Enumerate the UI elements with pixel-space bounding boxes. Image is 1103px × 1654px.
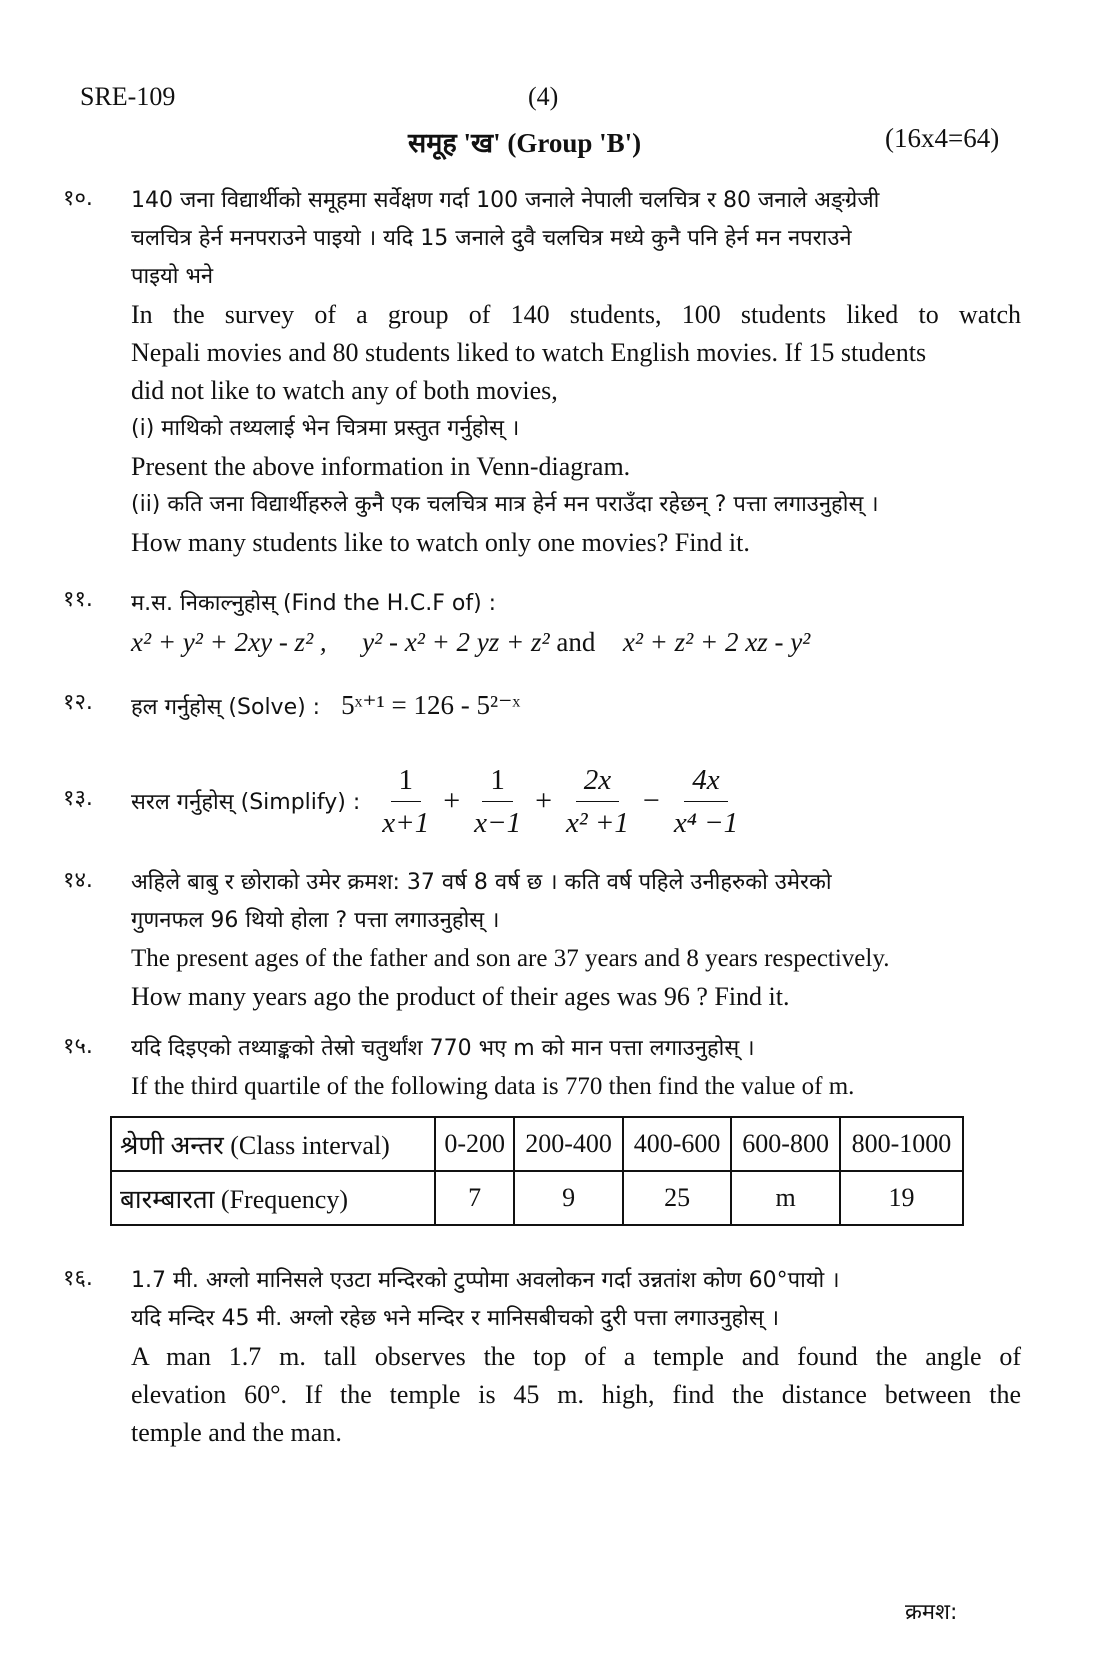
fraction-1-numerator: 1	[391, 761, 422, 802]
question-13	[63, 756, 1023, 846]
table-row-frequency	[111, 1171, 963, 1225]
question-10	[63, 182, 1023, 562]
fraction-3-numerator: 2x	[576, 761, 619, 802]
q16-nepali-line-2: यदि मन्दिर 45 मी. अग्लो रहेछ भने मन्दिर र मानिसबीचको दुरी पत्ता लगाउनुहोस् ।	[131, 1306, 780, 1331]
table-cell: 200-400	[514, 1117, 623, 1171]
question-number: १३.	[63, 786, 93, 811]
question-number: १०.	[63, 186, 93, 211]
q11-expression-3: x² + z² + 2 xz - y²	[622, 627, 811, 657]
q10-nepali-line-3: पाइयो भने	[131, 264, 214, 289]
operator-minus: −	[642, 784, 660, 817]
table-cell: 600-800	[731, 1117, 840, 1171]
fraction-2-denominator: x−1	[474, 806, 522, 839]
q10-part-ii-english: How many students like to watch only one movies? Find it.	[131, 528, 750, 557]
fraction-2-numerator: 1	[482, 761, 513, 802]
q11-expression-1: x² + y² + 2xy - z² ,	[131, 627, 327, 657]
q10-english-line-1: In the survey of a group of 140 students, 100 students liked to watch	[131, 300, 1021, 329]
question-12	[63, 686, 1023, 727]
question-11	[63, 583, 1023, 661]
page-number: (4)	[528, 82, 559, 111]
question-15	[63, 1030, 1023, 1106]
table-cell: 800-1000	[840, 1117, 963, 1171]
q11-label-text: म.स. निकाल्नुहोस् (Find the H.C.F of) :	[131, 591, 497, 616]
q12-label: हल गर्नुहोस् (Solve) :	[131, 695, 321, 720]
group-title: समूह 'ख' (Group 'B')	[408, 128, 642, 158]
q10-part-i-nepali: (i) माथिको तथ्यलाई भेन चित्रमा प्रस्तुत गर्नुहोस् ।	[131, 416, 520, 441]
question-number: १४.	[63, 868, 93, 893]
continued-marker: क्रमश:	[905, 1600, 958, 1625]
q15-english-line: If the third quartile of the following data is 770 then find the value of m.	[131, 1073, 855, 1100]
table-cell: 400-600	[623, 1117, 732, 1171]
q10-english-line-3: did not like to watch any of both movies,	[131, 376, 558, 405]
q16-nepali-line-1: 1.7 मी. अग्लो मानिसले एउटा मन्दिरको टुप्पोमा अवलोकन गर्दा उन्नतांश कोण 60°पायो ।	[131, 1268, 840, 1293]
q14-english-line-1: The present ages of the father and son are 37 years and 8 years respectively.	[131, 945, 890, 972]
question-14	[63, 864, 1023, 1016]
paper-code: SRE-109	[80, 82, 176, 111]
fraction-4	[666, 761, 746, 842]
fraction-4-denominator: x⁴ −1	[673, 806, 739, 839]
table-cell: m	[731, 1171, 840, 1225]
operator-plus: +	[443, 784, 461, 817]
table-cell: 0-200	[435, 1117, 514, 1171]
q10-part-i-english: Present the above information in Venn-diagram.	[131, 452, 631, 481]
q11-expressions	[131, 623, 1021, 661]
q10-nepali-line-2: चलचित्र हेर्न मनपराउने पाइयो । यदि 15 जनाले दुवै चलचित्र मध्ये कुनै पनि हेर्न मन नपराउने	[131, 226, 852, 251]
q11-expression-2: y² - x² + 2 yz + z²	[362, 627, 550, 657]
frequency-table	[110, 1116, 964, 1226]
class-interval-header: श्रेणी अन्तर (Class interval)	[120, 1131, 390, 1160]
q14-nepali-line-2: गुणनफल 96 थियो होला ? पत्ता लगाउनुहोस् ।	[131, 908, 500, 933]
table-row-class-interval	[111, 1117, 963, 1171]
q11-label	[131, 583, 1021, 623]
q12-equation: 5ˣ⁺¹ = 126 - 5²⁻ˣ	[341, 690, 521, 720]
fraction-4-numerator: 4x	[684, 761, 727, 802]
fraction-2	[466, 761, 529, 842]
row-header-frequency	[111, 1171, 435, 1225]
q10-english-line-2: Nepali movies and 80 students liked to watch English movies. If 15 students	[131, 338, 927, 367]
q12-line	[131, 686, 1021, 727]
group-marks: (16x4=64)	[885, 123, 1000, 153]
question-number: १६.	[63, 1266, 93, 1291]
question-number: ११.	[63, 587, 93, 612]
q14-nepali-line-1: अहिले बाबु र छोराको उमेर क्रमश: 37 वर्ष 8 वर्ष छ । कति वर्ष पहिले उनीहरुको उमेरको	[131, 870, 832, 895]
fraction-3-denominator: x² +1	[566, 806, 629, 839]
q15-nepali-line: यदि दिइएको तथ्याङ्कको तेस्रो चतुर्थांश 770 भए m को मान पत्ता लगाउनुहोस् ।	[131, 1036, 755, 1061]
operator-plus: +	[535, 784, 553, 817]
q13-expression	[131, 756, 1021, 846]
q10-part-ii-nepali: (ii) कति जना विद्यार्थीहरुले कुनै एक चलचित्र मात्र हेर्न मन पराउँदा रहेछन् ? पत्ता लगाउनुहोस् ।	[131, 492, 879, 517]
q13-label: सरल गर्नुहोस् (Simplify) :	[131, 790, 361, 815]
table-cell: 19	[840, 1171, 963, 1225]
question-16	[63, 1262, 1023, 1452]
q11-and-word: and	[556, 627, 596, 657]
fraction-1	[374, 761, 437, 842]
question-number: १२.	[63, 690, 93, 715]
fraction-3	[558, 761, 637, 842]
table-cell: 25	[623, 1171, 732, 1225]
fraction-1-denominator: x+1	[382, 806, 430, 839]
row-header-class-interval	[111, 1117, 435, 1171]
question-number: १५.	[63, 1034, 93, 1059]
q16-english-line-2: elevation 60°. If the temple is 45 m. high, find the distance between the	[131, 1380, 1021, 1409]
q16-english-line-3: temple and the man.	[131, 1418, 342, 1447]
frequency-header: बारम्बारता (Frequency)	[120, 1185, 348, 1214]
q16-english-line-1: A man 1.7 m. tall observes the top of a temple and found the angle of	[131, 1342, 1021, 1371]
q10-nepali-line-1: 140 जना विद्यार्थीको समूहमा सर्वेक्षण गर्दा 100 जनाले नेपाली चलचित्र र 80 जनाले अङ्ग्रेजी	[131, 188, 880, 213]
table-cell: 9	[514, 1171, 623, 1225]
table-cell: 7	[435, 1171, 514, 1225]
q14-english-line-2: How many years ago the product of their ages was 96 ? Find it.	[131, 982, 790, 1011]
